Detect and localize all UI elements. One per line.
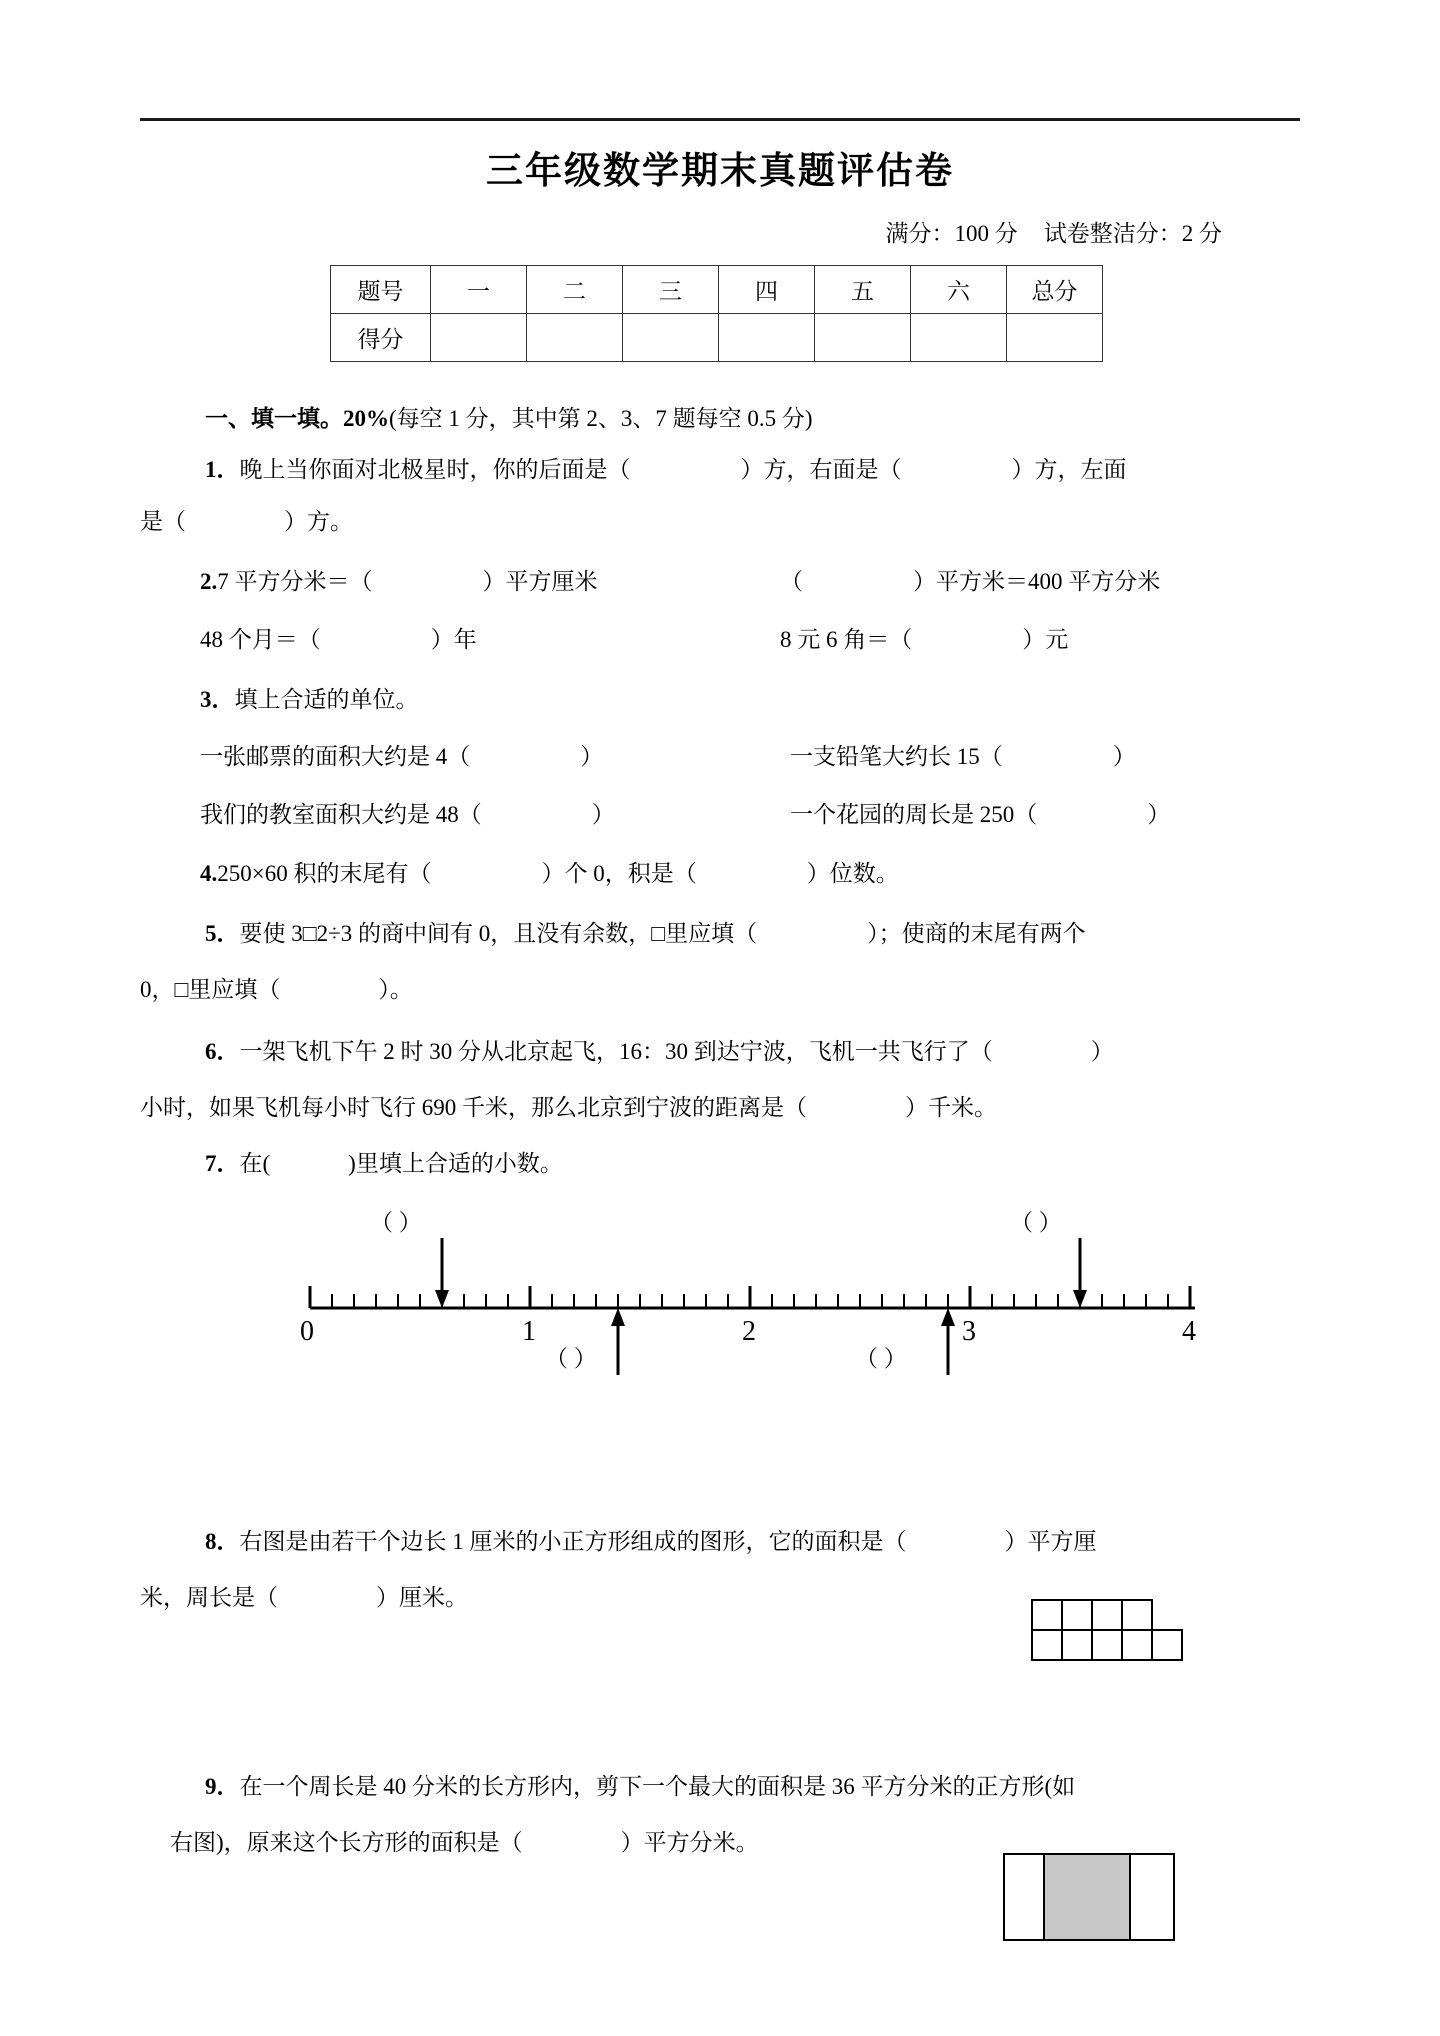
score-cell-1[interactable]	[527, 314, 623, 362]
question-4-line-1	[200, 862, 899, 885]
question-5-text-d: ）。	[378, 977, 413, 1002]
question-1-text-a: 晚上当你面对北极星时，你的后面是（	[239, 457, 631, 482]
question-3-text-f: ）	[591, 802, 615, 827]
numberline-marker-label-1[interactable]: （ ）	[545, 1346, 597, 1371]
question-7-text-b: )里填上合适的小数。	[348, 1151, 563, 1176]
question-3-text-h: ）	[1147, 802, 1171, 827]
question-1-line-1	[205, 458, 1127, 481]
question-2-text-g: 8 元 6 角＝（	[780, 627, 913, 652]
question-2-text-f: ）年	[430, 627, 477, 652]
question-5-line-1	[205, 922, 1086, 945]
question-1-number: 1．	[205, 457, 240, 482]
question-6-text-b: ）	[1090, 1039, 1114, 1064]
question-2-line-2	[200, 628, 477, 651]
numberline-arrow-down-3	[1073, 1238, 1087, 1308]
question-3-number: 3．	[200, 687, 235, 712]
question-9-line-1	[205, 1775, 1075, 1798]
table-row-header	[331, 266, 1103, 314]
question-3-text-e: 我们的教室面积大约是 48（	[200, 802, 482, 827]
score-table-col-1: 二	[527, 266, 623, 314]
section-one-heading	[205, 400, 1405, 433]
section-one-note: (每空 1 分，其中第 2、3、7 题每空 0.5 分)	[389, 406, 813, 431]
question-8-text-a: 右图是由若干个边长 1 厘米的小正方形组成的图形，它的面积是（	[239, 1529, 907, 1554]
score-table-col-0: 一	[431, 266, 527, 314]
full-score-text: 满分：100 分	[885, 221, 1018, 246]
question-1-text-c: ）方，左面	[1011, 457, 1127, 482]
score-table	[330, 265, 1103, 362]
numberline-arrow-up-1	[611, 1308, 625, 1375]
question-9-text-c: ）平方分米。	[620, 1830, 759, 1855]
question-8-number: 8．	[205, 1529, 240, 1554]
score-table-col-5: 六	[911, 266, 1007, 314]
question-4-text-b: ）个 0，积是（	[541, 861, 697, 886]
question-3-line-1-right	[790, 745, 1136, 768]
question-4-text-a: 250×60 积的末尾有（	[217, 861, 432, 886]
question-9-text-a: 在一个周长是 40 分米的长方形内，剪下一个最大的面积是 36 平方分米的正方形(如	[239, 1774, 1076, 1799]
score-cell-6[interactable]	[1007, 314, 1103, 362]
question-3-text-a: 一张邮票的面积大约是 4（	[200, 744, 471, 769]
neatness-score-text: 试卷整洁分：2 分	[1043, 221, 1222, 246]
question-9-number: 9．	[205, 1774, 240, 1799]
question-1-text-b: ）方，右面是（	[740, 457, 902, 482]
question-2-text-h: ）元	[1022, 627, 1069, 652]
score-table-row-label-0: 题号	[331, 266, 431, 314]
question-9-line-2	[170, 1831, 759, 1854]
number-line-figure	[0, 1190, 1440, 1380]
numberline-arrow-down-0	[435, 1238, 449, 1308]
question-8-text-d: ）厘米。	[376, 1585, 468, 1610]
question-6-number: 6．	[205, 1039, 240, 1064]
question-9-text-b: 右图)，原来这个长方形的面积是（	[170, 1830, 523, 1855]
question-7-number: 7．	[205, 1151, 240, 1176]
numberline-arrow-up-2	[941, 1308, 955, 1375]
question-6-text-d: ）千米。	[905, 1095, 997, 1120]
question-5-text-c: 0，□里应填（	[140, 977, 281, 1002]
numberline-tick-label-2: 2	[742, 1316, 756, 1347]
question-3-text: 填上合适的单位。	[234, 687, 419, 712]
question-3-text-b: ）	[580, 744, 604, 769]
numberline-tick-label-0: 0	[300, 1316, 314, 1347]
question-2-text-d: ）平方米＝400 平方分米	[913, 569, 1161, 594]
question-2-line-2-right	[780, 628, 1068, 651]
question-5-line-2	[140, 978, 413, 1001]
numberline-marker-label-3[interactable]: （ ）	[1010, 1210, 1062, 1235]
numberline-tick-label-1: 1	[522, 1316, 536, 1347]
question-4-text-c: ）位数。	[806, 861, 899, 886]
question-1-text-d: 是（	[140, 509, 186, 534]
question-8-figure	[1028, 1596, 1208, 1686]
question-3-line-2-right	[790, 803, 1170, 826]
question-6-text-a: 一架飞机下午 2 时 30 分从北京起飞，16：30 到达宁波，飞机一共飞行了（	[239, 1039, 993, 1064]
score-table-col-3: 四	[719, 266, 815, 314]
score-cell-4[interactable]	[815, 314, 911, 362]
question-8-text-b: ）平方厘	[1004, 1529, 1097, 1554]
question-3-text-g: 一个花园的周长是 250（	[790, 802, 1038, 827]
question-5-number: 5．	[205, 921, 240, 946]
numberline-marker-label-2[interactable]: （ ）	[855, 1346, 907, 1371]
score-cell-0[interactable]	[431, 314, 527, 362]
question-4-number: 4.	[200, 861, 218, 886]
score-cell-5[interactable]	[911, 314, 1007, 362]
question-6-line-1	[205, 1040, 1114, 1063]
score-cell-3[interactable]	[719, 314, 815, 362]
question-3-prompt	[200, 688, 419, 711]
question-6-line-2	[140, 1096, 997, 1119]
table-row-scores	[331, 314, 1103, 362]
section-one-title: 一、填一填。20%	[205, 406, 389, 431]
question-2-line-1	[200, 570, 598, 593]
question-8-line-2	[140, 1586, 468, 1609]
question-1-line-2	[140, 510, 353, 533]
numberline-tick-label-3: 3	[962, 1316, 976, 1347]
question-2-line-1-right	[780, 570, 1160, 593]
top-rule	[140, 118, 1300, 121]
numberline-marker-label-0[interactable]: （ ）	[370, 1210, 422, 1235]
question-2-text-e: 48 个月＝（	[200, 627, 321, 652]
question-1-text-e: ）方。	[284, 509, 353, 534]
page-title: 三年级数学期末真题评估卷	[486, 151, 954, 192]
score-cell-2[interactable]	[623, 314, 719, 362]
score-table-col-6: 总分	[1007, 266, 1103, 314]
numberline-tick-label-4: 4	[1182, 1316, 1196, 1347]
number-line-svg	[0, 1190, 1440, 1380]
question-3-line-2-left	[200, 803, 615, 826]
score-table-col-2: 三	[623, 266, 719, 314]
score-table-row-label-1: 得分	[331, 314, 431, 362]
question-7-line-1	[205, 1152, 563, 1175]
question-2-text-b: ）平方厘米	[482, 569, 598, 594]
question-3-line-1-left	[200, 745, 603, 768]
question-3-text-c: 一支铅笔大约长 15（	[790, 744, 1003, 769]
question-8-line-1	[205, 1530, 1097, 1553]
question-2-text-a: 7 平方分米＝（	[217, 569, 373, 594]
question-2-text-c: （	[780, 569, 803, 594]
question-9-figure	[1000, 1850, 1190, 1960]
question-8-text-c: 米，周长是（	[140, 1585, 278, 1610]
question-6-text-c: 小时，如果飞机每小时飞行 690 千米，那么北京到宁波的距离是（	[140, 1095, 807, 1120]
question-5-text-b: ）；使商的末尾有两个	[867, 921, 1086, 946]
question-3-text-d: ）	[1112, 744, 1136, 769]
score-info	[886, 215, 1223, 248]
question-7-text-a: 在(	[239, 1151, 271, 1176]
question-5-text-a: 要使 3□2÷3 的商中间有 0，且没有余数，□里应填（	[239, 921, 758, 946]
question-2-number: 2.	[200, 569, 218, 594]
score-table-col-4: 五	[815, 266, 911, 314]
